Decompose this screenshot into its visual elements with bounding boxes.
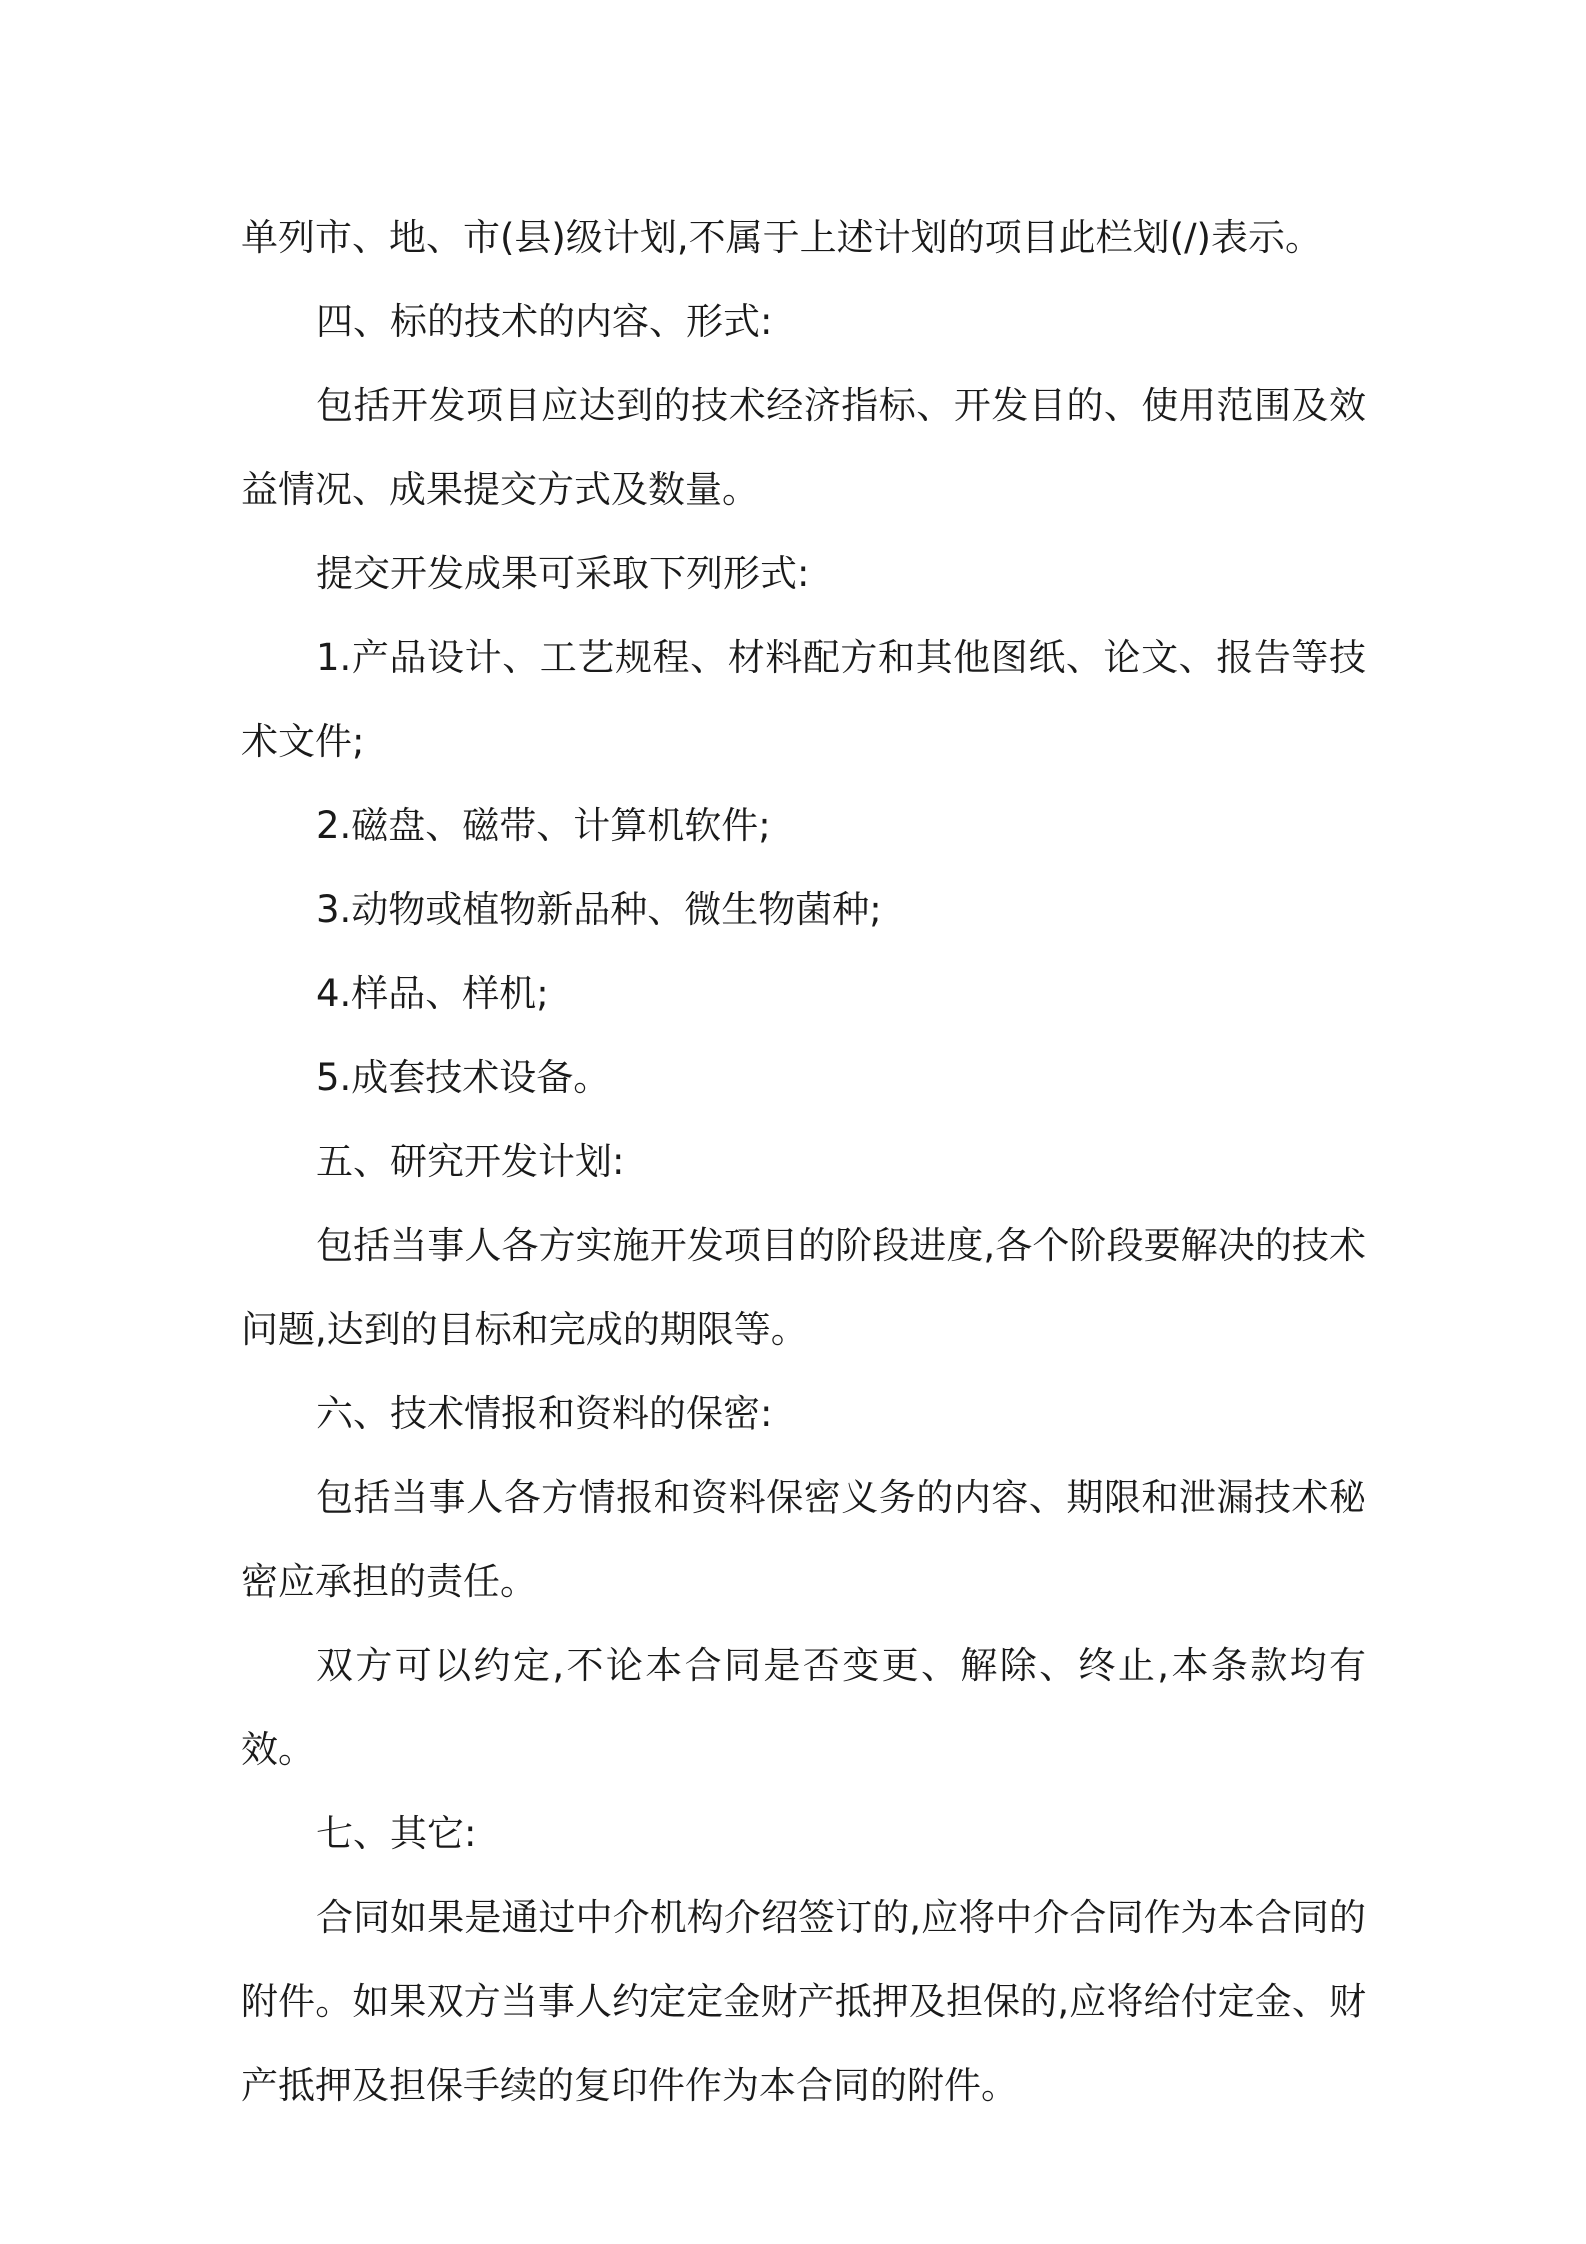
section-heading-5: 五、研究开发计划: [316, 1140, 625, 1183]
paragraph: 包括开发项目应达到的技术经济指标、开发目的、使用范围及效益情况、成果提交方式及数量。 [241, 384, 1366, 511]
paragraph: 双方可以约定,不论本合同是否变更、解除、终止,本条款均有效。 [241, 1644, 1366, 1771]
list-item-4: 4.样品、样机; [316, 972, 549, 1015]
paragraph: 合同如果是通过中介机构介绍签订的,应将中介合同作为本合同的附件。如果双方当事人约定定金财产抵押及担保的,应将给付定金、财产抵押及担保手续的复印件作为本合同的附件。 [241, 1896, 1366, 2107]
paragraph: 包括当事人各方实施开发项目的阶段进度,各个阶段要解决的技术问题,达到的目标和完成的期限等。 [241, 1224, 1366, 1351]
list-item-5: 5.成套技术设备。 [316, 1056, 611, 1099]
section-heading-7: 七、其它: [316, 1812, 477, 1855]
list-item-3: 3.动物或植物新品种、微生物菌种; [316, 888, 882, 931]
list-item-2: 2.磁盘、磁带、计算机软件; [316, 804, 771, 847]
paragraph: 提交开发成果可采取下列形式: [316, 552, 810, 595]
section-heading-6: 六、技术情报和资料的保密: [316, 1392, 773, 1435]
section-heading-4: 四、标的技术的内容、形式: [316, 300, 773, 343]
document-body [241, 196, 1366, 2128]
paragraph: 包括当事人各方情报和资料保密义务的内容、期限和泄漏技术秘密应承担的责任。 [241, 1476, 1366, 1603]
list-item-1: 1.产品设计、工艺规程、材料配方和其他图纸、论文、报告等技术文件; [241, 636, 1366, 763]
paragraph-continuation: 单列市、地、市(县)级计划,不属于上述计划的项目此栏划(/)表示。 [241, 216, 1322, 259]
